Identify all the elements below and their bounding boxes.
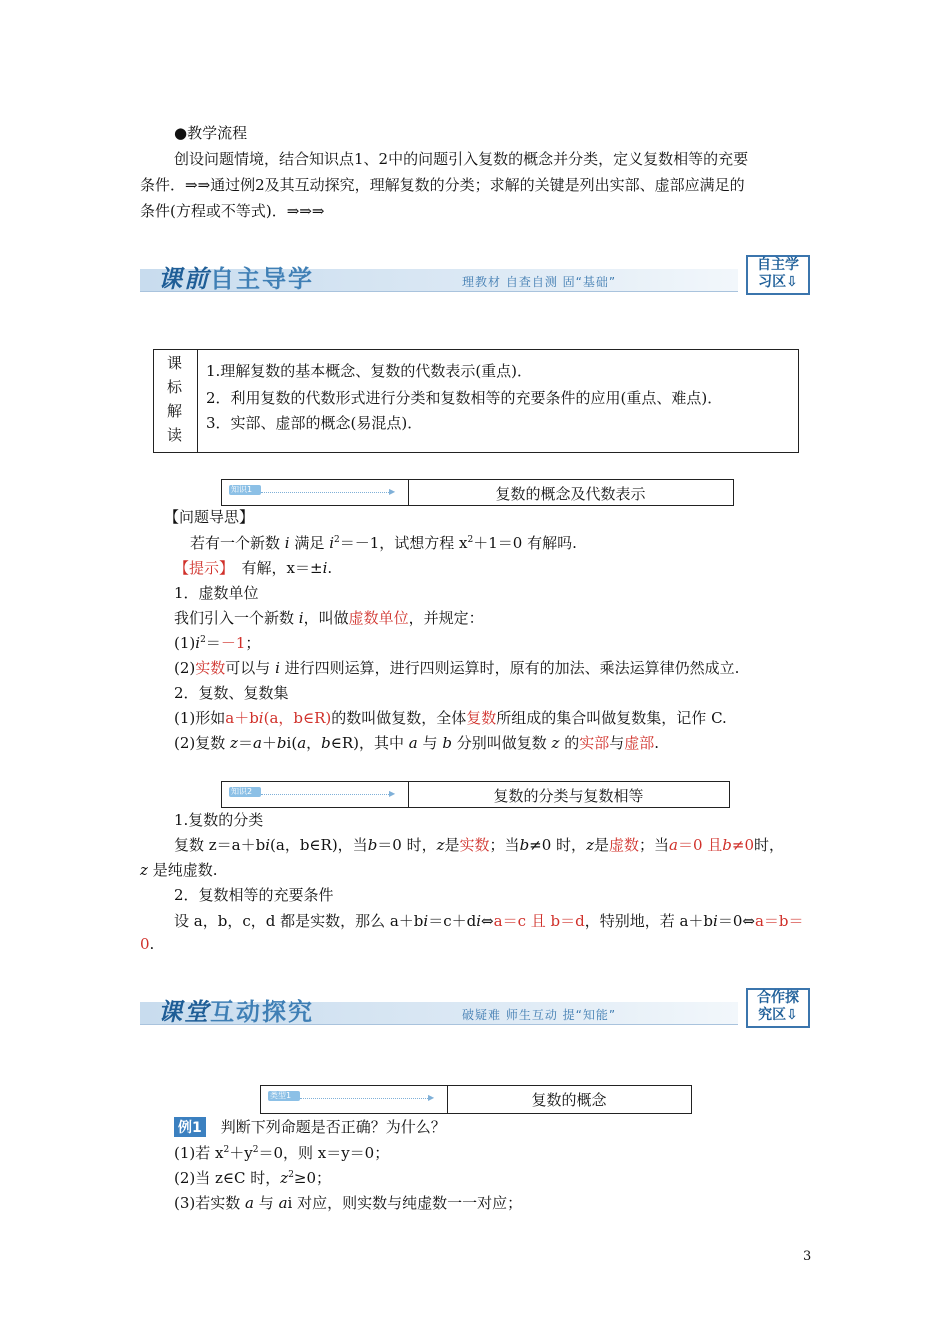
- text: 的数叫做复数，全体: [331, 709, 467, 727]
- text: a＝c 且 b＝d: [493, 912, 585, 930]
- text: ≠0 时，: [529, 836, 587, 854]
- text: ＋: [261, 734, 277, 752]
- text: a: [278, 1194, 288, 1212]
- section-heading: 2．复数相等的充要条件: [174, 886, 334, 904]
- text: z: [551, 734, 560, 752]
- text: 有解，x＝±: [241, 559, 323, 577]
- text: a: [252, 734, 262, 752]
- text: ⇔: [481, 912, 494, 930]
- text: 实数: [195, 659, 226, 677]
- banner-title-a: 课前: [158, 265, 210, 293]
- topic-badge: [222, 480, 409, 505]
- text: i 对应，则实数与纯虚数一一对应；: [287, 1194, 523, 1212]
- flow-text-line: 条件．⇒⇒通过例2及其互动探究，理解复数的分类；求解的关键是列出实部、虚部应满足的: [140, 176, 745, 194]
- text: b: [276, 734, 287, 752]
- topic-badge: [261, 1086, 448, 1113]
- text: 虚数: [608, 836, 639, 854]
- label-char: 课: [167, 354, 183, 372]
- text: (2)复数: [174, 734, 226, 752]
- paragraph: [174, 1142, 389, 1163]
- text: z: [280, 1169, 289, 1187]
- text: i: [258, 709, 264, 727]
- text: i: [713, 912, 718, 930]
- text: 是: [593, 836, 609, 854]
- banner-title: [158, 259, 314, 294]
- text: ＋y: [229, 1144, 253, 1162]
- paragraph: [174, 834, 784, 855]
- section-heading: 2．复数、复数集: [174, 684, 289, 702]
- text: b: [722, 836, 732, 854]
- hint-tag: 【提示】: [174, 559, 227, 577]
- standards-item: 2．利用复数的代数形式进行分类和复数相等的充要条件的应用(重点、难点)．: [206, 389, 723, 407]
- arrow-icon: ▶: [428, 1093, 435, 1102]
- topic-badge-text: 知识1: [229, 485, 261, 495]
- flow-text-line: 创设问题情境，结合知识点1、2中的问题引入复数的概念并分类，定义复数相等的充要: [174, 150, 749, 168]
- paragraph: [174, 607, 484, 628]
- paragraph: [174, 732, 659, 753]
- text: 若有一个新数: [190, 534, 281, 552]
- paragraph: [174, 657, 739, 678]
- text: .: [654, 734, 660, 752]
- text: 2: [252, 1145, 259, 1155]
- text: ＝－1，试想方程 x: [339, 534, 468, 552]
- text: .: [327, 559, 333, 577]
- standards-item: 1.理解复数的基本概念、复数的代数表示(重点)．: [206, 362, 533, 380]
- text: ；当: [489, 836, 520, 854]
- text: ，叫做: [303, 609, 349, 627]
- text: (2)当 z∈C 时，: [174, 1169, 281, 1187]
- paragraph: [174, 632, 260, 653]
- text: (a，b∈R): [263, 709, 332, 727]
- text: a: [297, 734, 307, 752]
- text: ＝0 时，: [377, 836, 437, 854]
- text: －1: [220, 634, 246, 652]
- text: ＝c＋d: [428, 912, 477, 930]
- text: i: [476, 912, 482, 930]
- text: 是纯虚数.: [152, 861, 218, 879]
- text: (1): [174, 634, 196, 652]
- text: 分别叫做复数: [456, 734, 547, 752]
- topic-badge-text: 类型1: [268, 1091, 300, 1101]
- text: ＝: [205, 634, 221, 652]
- topic-badge-text: 知识2: [229, 787, 261, 797]
- label-char: 读: [167, 426, 183, 444]
- text: (2): [174, 659, 196, 677]
- text: 虚数单位: [348, 609, 409, 627]
- text: i: [265, 836, 271, 854]
- paragraph: [140, 935, 154, 953]
- paragraph: [174, 1167, 331, 1188]
- text: i: [322, 559, 328, 577]
- text: ＝0⇔: [717, 912, 755, 930]
- paragraph: [174, 1192, 522, 1213]
- banner-title: [158, 992, 314, 1027]
- arrow-icon: ▶: [389, 487, 396, 496]
- arrow-icon: ▶: [389, 789, 396, 798]
- section-banner-inclass: [140, 988, 812, 1034]
- text: i: [423, 912, 429, 930]
- text: 可以与: [225, 659, 271, 677]
- text: 0: [140, 935, 150, 953]
- topic-box-2: [221, 781, 730, 808]
- standards-item: 3．实部、虚部的概念(易混点)．: [206, 414, 423, 432]
- question-text: [190, 532, 577, 553]
- banner-title-a: 课堂: [158, 998, 210, 1026]
- text: i(: [286, 734, 298, 752]
- text: ≠0: [731, 836, 755, 854]
- banner-title-b: 互动探究: [210, 998, 314, 1026]
- text: 实数: [459, 836, 490, 854]
- question-heading: 【问题导思】: [164, 508, 255, 526]
- text: ＝: [237, 734, 253, 752]
- text: 与: [258, 1194, 274, 1212]
- section-banner-preclass: [140, 255, 812, 301]
- text: ；: [245, 634, 261, 652]
- text: 2: [334, 535, 340, 545]
- text: 2: [467, 535, 474, 545]
- text: 满足: [294, 534, 325, 552]
- text: ＝0 且: [677, 836, 723, 854]
- topic-title: 复数的概念: [531, 1091, 607, 1109]
- text: i: [298, 609, 304, 627]
- text: z: [436, 836, 445, 854]
- badge-line: 究区⇩: [758, 1007, 798, 1023]
- flow-heading: ●教学流程: [174, 124, 248, 142]
- text: 复数 z＝a＋b: [174, 836, 266, 854]
- text: 2: [288, 1170, 294, 1180]
- banner-tagline: 破疑难 师生互动 提“知能”: [462, 1008, 617, 1022]
- badge-line: 合作探: [757, 990, 799, 1006]
- text: 我们引入一个新数: [174, 609, 295, 627]
- topic-badge: [222, 782, 409, 807]
- text: (1)若 x: [174, 1144, 224, 1162]
- text: 与: [609, 734, 625, 752]
- paragraph: [174, 707, 727, 728]
- text: 判断下列命题是否正确？为什么？: [220, 1118, 446, 1136]
- text: a: [408, 734, 418, 752]
- text: ，: [306, 734, 322, 752]
- text: i: [195, 634, 201, 652]
- text: z: [586, 836, 594, 854]
- text: 2: [223, 1145, 230, 1155]
- text: 的: [564, 734, 580, 752]
- example-badge: 例1: [174, 1117, 206, 1137]
- hint-line: [174, 557, 332, 578]
- example-line: [174, 1116, 446, 1137]
- text: i: [275, 659, 280, 677]
- text: z: [140, 861, 148, 879]
- text: (a，b∈R)，当: [270, 836, 368, 854]
- standards-label-cell: [154, 350, 198, 452]
- text: a＝b＝: [754, 912, 804, 930]
- text: 进行四则运算，进行四则运算时，原有的加法、乘法运算律仍然成立.: [284, 659, 740, 677]
- text: 与: [422, 734, 438, 752]
- text: 是: [444, 836, 460, 854]
- text: .: [149, 935, 155, 953]
- text: ＝0，则 x＝y＝0；: [258, 1144, 390, 1162]
- text: ＋1＝0 有解吗.: [473, 534, 577, 552]
- text: 时，: [754, 836, 785, 854]
- flow-text-line: 条件(方程或不等式)．⇒⇒⇒: [140, 202, 325, 220]
- text: ，并规定：: [408, 609, 484, 627]
- text: b: [367, 836, 378, 854]
- text: ；当: [639, 836, 670, 854]
- text: 复数: [466, 709, 497, 727]
- topic-title: 复数的分类与复数相等: [493, 787, 644, 805]
- topic-title: 复数的概念及代数表示: [495, 485, 646, 503]
- banner-side-badge: [746, 255, 810, 295]
- text: i: [329, 534, 334, 552]
- section-heading: 1．虚数单位: [174, 584, 259, 602]
- text: 2: [200, 635, 206, 645]
- text: b: [321, 734, 331, 752]
- text: ∈R)，其中: [330, 734, 405, 752]
- text: a: [669, 836, 678, 854]
- text: (1)形如: [174, 709, 226, 727]
- text: i: [284, 534, 290, 552]
- text: b: [442, 734, 452, 752]
- banner-side-badge: [746, 988, 810, 1028]
- text: ≥0；: [293, 1169, 332, 1187]
- text: z: [230, 734, 238, 752]
- label-char: 标: [167, 378, 183, 396]
- label-char: 解: [167, 402, 183, 420]
- text: b: [519, 836, 530, 854]
- banner-title-b: 自主导学: [210, 265, 314, 293]
- text: a: [245, 1194, 254, 1212]
- text: 设 a，b，c，d 都是实数，那么 a＋b: [174, 912, 424, 930]
- text: 所组成的集合叫做复数集，记作 C.: [496, 709, 727, 727]
- paragraph: [140, 859, 217, 880]
- badge-line: 自主学: [757, 257, 799, 273]
- topic-box-3: [260, 1085, 692, 1114]
- text: a＋b: [225, 709, 259, 727]
- topic-box-1: [221, 479, 734, 506]
- paragraph: [174, 910, 804, 931]
- text: (3)若实数: [174, 1194, 241, 1212]
- text: 虚部: [624, 734, 655, 752]
- page-number: 3: [803, 1249, 812, 1264]
- text: ，特别地，若 a＋b: [584, 912, 714, 930]
- banner-tagline: 理教材 自查自测 固“基础”: [462, 275, 617, 289]
- curriculum-standards-table: [153, 349, 799, 453]
- badge-line: 习区⇩: [758, 274, 798, 290]
- text: 实部: [579, 734, 610, 752]
- section-heading: 1.复数的分类: [174, 811, 264, 829]
